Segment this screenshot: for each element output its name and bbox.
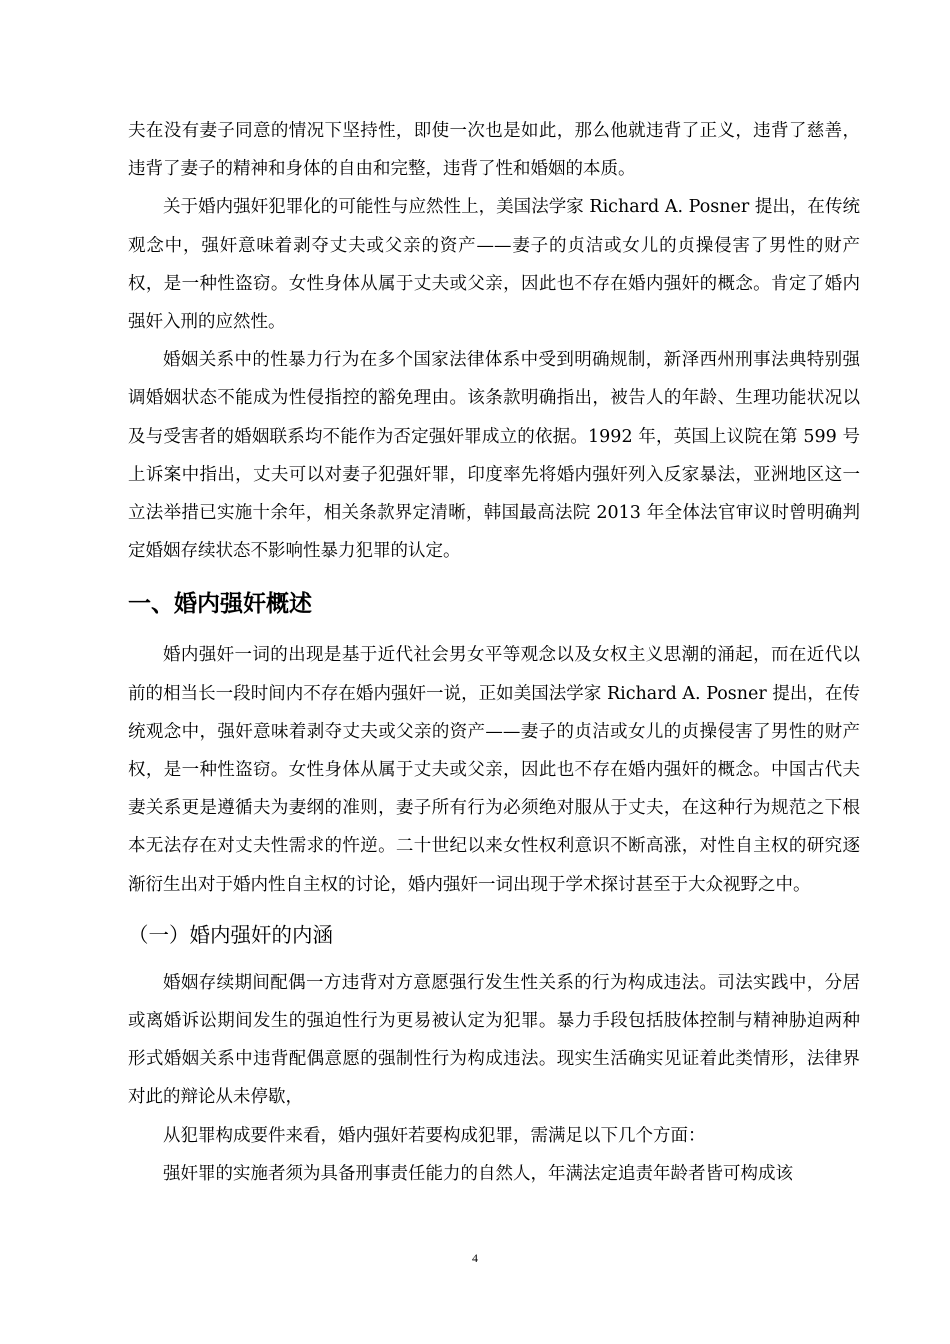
subsection-heading-connotation: （一）婚内强奸的内涵 — [128, 922, 333, 947]
paragraph-subject: 强奸罪的实施者须为具备刑事责任能力的自然人，年满法定追责年龄者皆可构成该 — [163, 1163, 793, 1184]
paragraph-international-law: 婚姻关系中的性暴力行为在多个国家法律体系中受到明确规制，新泽西州刑事法典特别强调婚姻状态不能成为性侵指控的豁免理由。该条款明确指出，被告人的年龄、生理功能状况以及与受害者的婚姻联系均不能作为否定强奸罪成立的依据。1992 年，英国上议院在第 599 号上诉案中指出，丈夫可以对妻子犯强奸罪，印度率先将婚内强奸列入反家暴法，亚洲地区这一立法举措已实施十余年，相关条款界定清晰，韩国最高法院 2013 年全体法官审议时曾明确判定婚姻存续状态不影响性暴力犯罪的认定。 — [128, 350, 860, 562]
paragraph-overview: 婚内强奸一词的出现是基于近代社会男女平等观念以及女权主义思潮的涌起，而在近代以前的相当长一段时间内不存在婚内强奸一说，正如美国法学家 Richard A. Posner 提出，在传统观念中，强奸意味着剥夺丈夫或父亲的资产——妻子的贞洁或女儿的贞操侵害了男性的财产权，是一种性盗窃。女性身体从属于丈夫或父亲，因此也不存在婚内强奸的概念。中国古代夫妻关系更是遵循夫为妻纲的准则，妻子所有行为必须绝对服从于丈夫，在这种行为规范之下根本无法存在对丈夫性需求的忤逆。二十世纪以来女性权利意识不断高涨，对性自主权的研究逐渐衍生出对于婚内性自主权的讨论，婚内强奸一词出现于学术探讨甚至于大众视野之中。 — [128, 645, 860, 895]
paragraph-posner: 关于婚内强奸犯罪化的可能性与应然性上，美国法学家 Richard A. Posner 提出，在传统观念中，强奸意味着剥夺丈夫或父亲的资产——妻子的贞洁或女儿的贞操侵害了男性的财产权，是一种性盗窃。女性身体从属于丈夫或父亲，因此也不存在婚内强奸的概念。肯定了婚内强奸入刑的应然性。 — [128, 197, 860, 333]
paragraph-definition: 婚姻存续期间配偶一方违背对方意愿强行发生性关系的行为构成违法。司法实践中，分居或离婚诉讼期间发生的强迫性行为更易被认定为犯罪。暴力手段包括肢体控制与精神胁迫两种形式婚姻关系中违背配偶意愿的强制性行为构成违法。现实生活确实见证着此类情形，法律界对此的辩论从未停歇， — [128, 972, 860, 1108]
section-heading-overview: 一、婚内强奸概述 — [128, 591, 312, 618]
paragraph-continued: 夫在没有妻子同意的情况下坚持性，即使一次也是如此，那么他就违背了正义，违背了慈善，违背了妻子的精神和身体的自由和完整，违背了性和婚姻的本质。 — [128, 121, 860, 180]
page-number: 4 — [472, 1251, 478, 1265]
page-content — [128, 112, 860, 1193]
paragraph-elements-intro: 从犯罪构成要件来看，婚内强奸若要构成犯罪，需满足以下几个方面： — [163, 1125, 706, 1146]
